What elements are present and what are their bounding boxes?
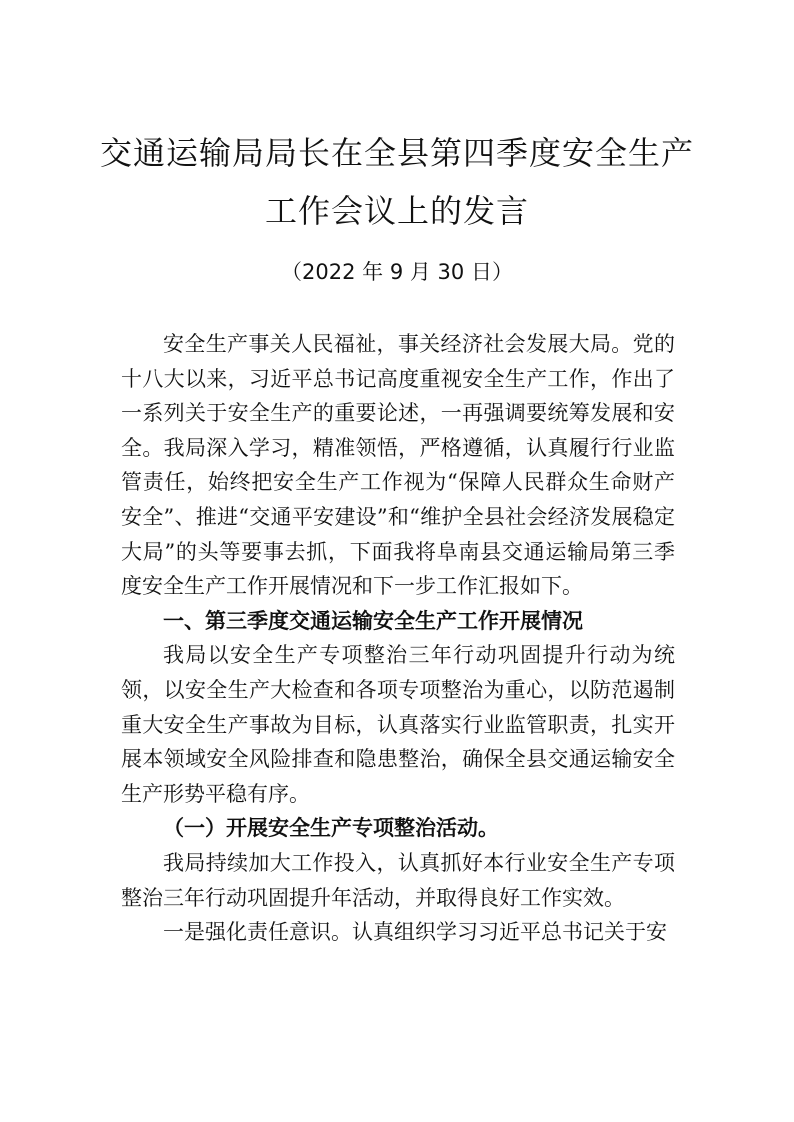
section-heading-1: 一、第三季度交通运输安全生产工作开展情况 [163,608,583,633]
document-title-line-1: 交通运输局局长在全县第四季度安全生产 [99,134,694,172]
document-body [121,327,675,950]
paragraph-subsection-1: 我局持续加大工作投入，认真抓好本行业安全生产专项整治三年行动巩固提升年活动，并取得良好工作实效。 [121,850,675,910]
document-date: （2022 年 9 月 30 日） [281,260,513,284]
document-title-line-2: 工作会议上的发言 [264,192,529,230]
paragraph-section-1-intro: 我局以安全生产专项整治三年行动巩固提升行动为统领，以安全生产大检查和各项专项整治为重心，以防范遏制重大安全生产事故为目标，认真落实行业监管职责，扎实开展本领域安全风险排查和隐患整治，确保全县交通运输安全生产形势平稳有序。 [121,643,675,806]
paragraph-intro: 安全生产事关人民福祉，事关经济社会发展大局。党的十八大以来，习近平总书记高度重视安全生产工作，作出了一系列关于安全生产的重要论述，一再强调要统筹发展和安全。我局深入学习，精准领悟，严格遵循，认真履行行业监管责任，始终把安全生产工作视为“保障人民群众生命财产安全”、推进“交通平安建设”和“维护全县社会经济发展稳定大局”的头等要事去抓，下面我将阜南县交通运输局第三季度安全生产工作开展情况和下一步工作汇报如下。 [121,332,675,599]
subsection-heading-1: （一）开展安全生产专项整治活动。 [163,815,499,841]
paragraph-point-1: 一是强化责任意识。认真组织学习习近平总书记关于安 [163,920,667,945]
